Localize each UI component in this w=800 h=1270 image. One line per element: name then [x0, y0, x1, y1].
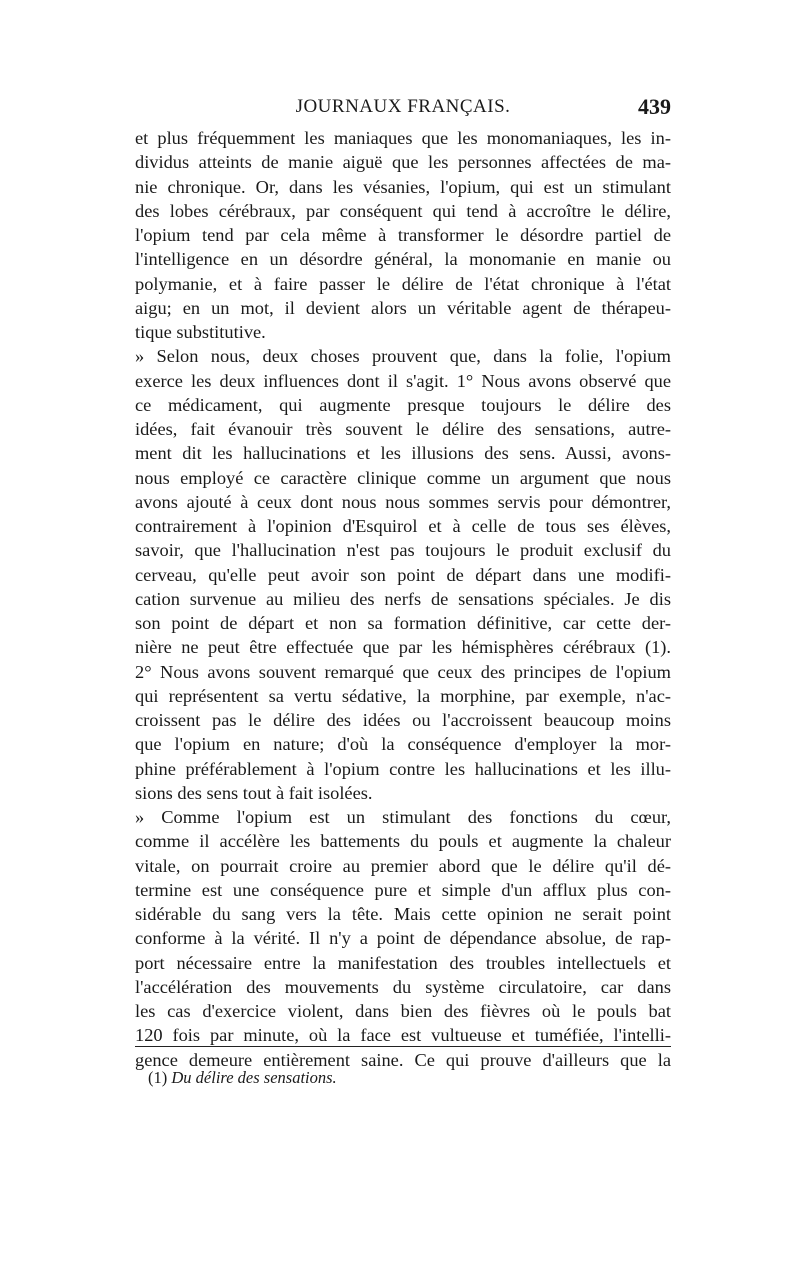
text-line: nière ne peut être effectuée que par les hémisphères cérébraux (1). [135, 637, 671, 658]
body-text [135, 126, 671, 1072]
text-line: port nécessaire entre la manifestation des troubles intellectuels et [135, 952, 671, 973]
text-line: aigu; en un mot, il devient alors un véritable agent de thérapeu- [135, 297, 671, 318]
footnote [148, 1066, 337, 1090]
page-number: 439 [638, 94, 671, 119]
text-line: l'accélération des mouvements du système circulatoire, car dans [135, 976, 671, 997]
text-line: croissent pas le délire des idées ou l'accroissent beaucoup moins [135, 710, 671, 730]
text-line: dividus atteints de manie aiguë que les personnes affectées de ma- [135, 152, 671, 173]
text-line: nie chronique. Or, dans les vésanies, l'opium, qui est un stimulant [135, 176, 671, 197]
text-line: avons ajouté à ceux dont nous nous sommes servis pour démontrer, [135, 491, 671, 512]
text-line: les cas d'exercice violent, dans bien des fièvres où le pouls bat [135, 1001, 671, 1021]
text-line: vitale, on pourrait croire au premier abord que le délire qu'il dé- [135, 855, 671, 876]
text-line: cation survenue au milieu des nerfs de sensations spéciales. Je dis [135, 588, 671, 609]
text-line: idées, fait évanouir très souvent le délire des sensations, autre- [135, 419, 671, 439]
text-line: » Comme l'opium est un stimulant des fonctions du cœur, [135, 807, 671, 827]
running-title: JOURNAUX FRANÇAIS. [295, 96, 511, 117]
text-line: comme il accélère les battements du pouls et augmente la chaleur [135, 831, 671, 852]
text-line: l'opium tend par cela même à transformer le désordre partiel de [135, 225, 671, 245]
text-line: tique substitutive. [135, 322, 266, 342]
text-line: 120 fois par minute, où la face est vultueuse et tuméfiée, l'intelli- [135, 1025, 671, 1046]
text-line: nous employé ce caractère clinique comme un argument que nous [135, 467, 671, 488]
text-line: sidérable du sang vers la tête. Mais cette opinion ne serait point [135, 904, 671, 924]
text-line: exerce les deux influences dont il s'agit. 1° Nous avons observé que [135, 370, 671, 391]
text-line: contrairement à l'opinion d'Esquirol et à celle de tous ses élèves, [135, 516, 671, 536]
footnote-divider [135, 1046, 671, 1047]
text-line: ment dit les hallucinations et les illusions des sens. Aussi, avons- [135, 443, 671, 464]
text-line: que l'opium en nature; d'où la conséquence d'employer la mor- [135, 734, 671, 755]
text-line: son point de départ et non sa formation définitive, car cette der- [135, 613, 671, 633]
text-line: 2° Nous avons souvent remarqué que ceux des principes de l'opium [135, 661, 671, 682]
text-line: termine est une conséquence pure et simple d'un afflux plus con- [135, 879, 671, 900]
running-head [135, 92, 671, 122]
text-line: » Selon nous, deux choses prouvent que, dans la folie, l'opium [135, 346, 671, 367]
text-line: phine préférablement à l'opium contre les hallucinations et les illu- [135, 758, 671, 779]
text-line: et plus fréquemment les maniaques que les monomaniaques, les in- [135, 128, 671, 148]
footnote-marker: (1) [148, 1068, 168, 1087]
text-line: sions des sens tout à fait isolées. [135, 782, 373, 803]
text-line: l'intelligence en un désordre général, la monomanie en manie ou [135, 249, 671, 270]
footnote-text: Du délire des sensations. [171, 1068, 337, 1087]
text-line: gence demeure entièrement saine. Ce qui prouve d'ailleurs que la [135, 1049, 671, 1070]
text-line: ce médicament, qui augmente presque toujours le délire des [135, 394, 671, 415]
text-line: polymanie, et à faire passer le délire de l'état chronique à l'état [135, 273, 671, 294]
text-line: conforme à la vérité. Il n'y a point de dépendance absolue, de rap- [135, 928, 671, 949]
text-line: qui représentent sa vertu sédative, la morphine, par exemple, n'ac- [135, 685, 671, 706]
text-line: des lobes cérébraux, par conséquent qui tend à accroître le délire, [135, 200, 671, 221]
text-line: cerveau, qu'elle peut avoir son point de départ dans une modifi- [135, 564, 671, 585]
text-line: savoir, que l'hallucination n'est pas toujours le produit exclusif du [135, 540, 671, 561]
